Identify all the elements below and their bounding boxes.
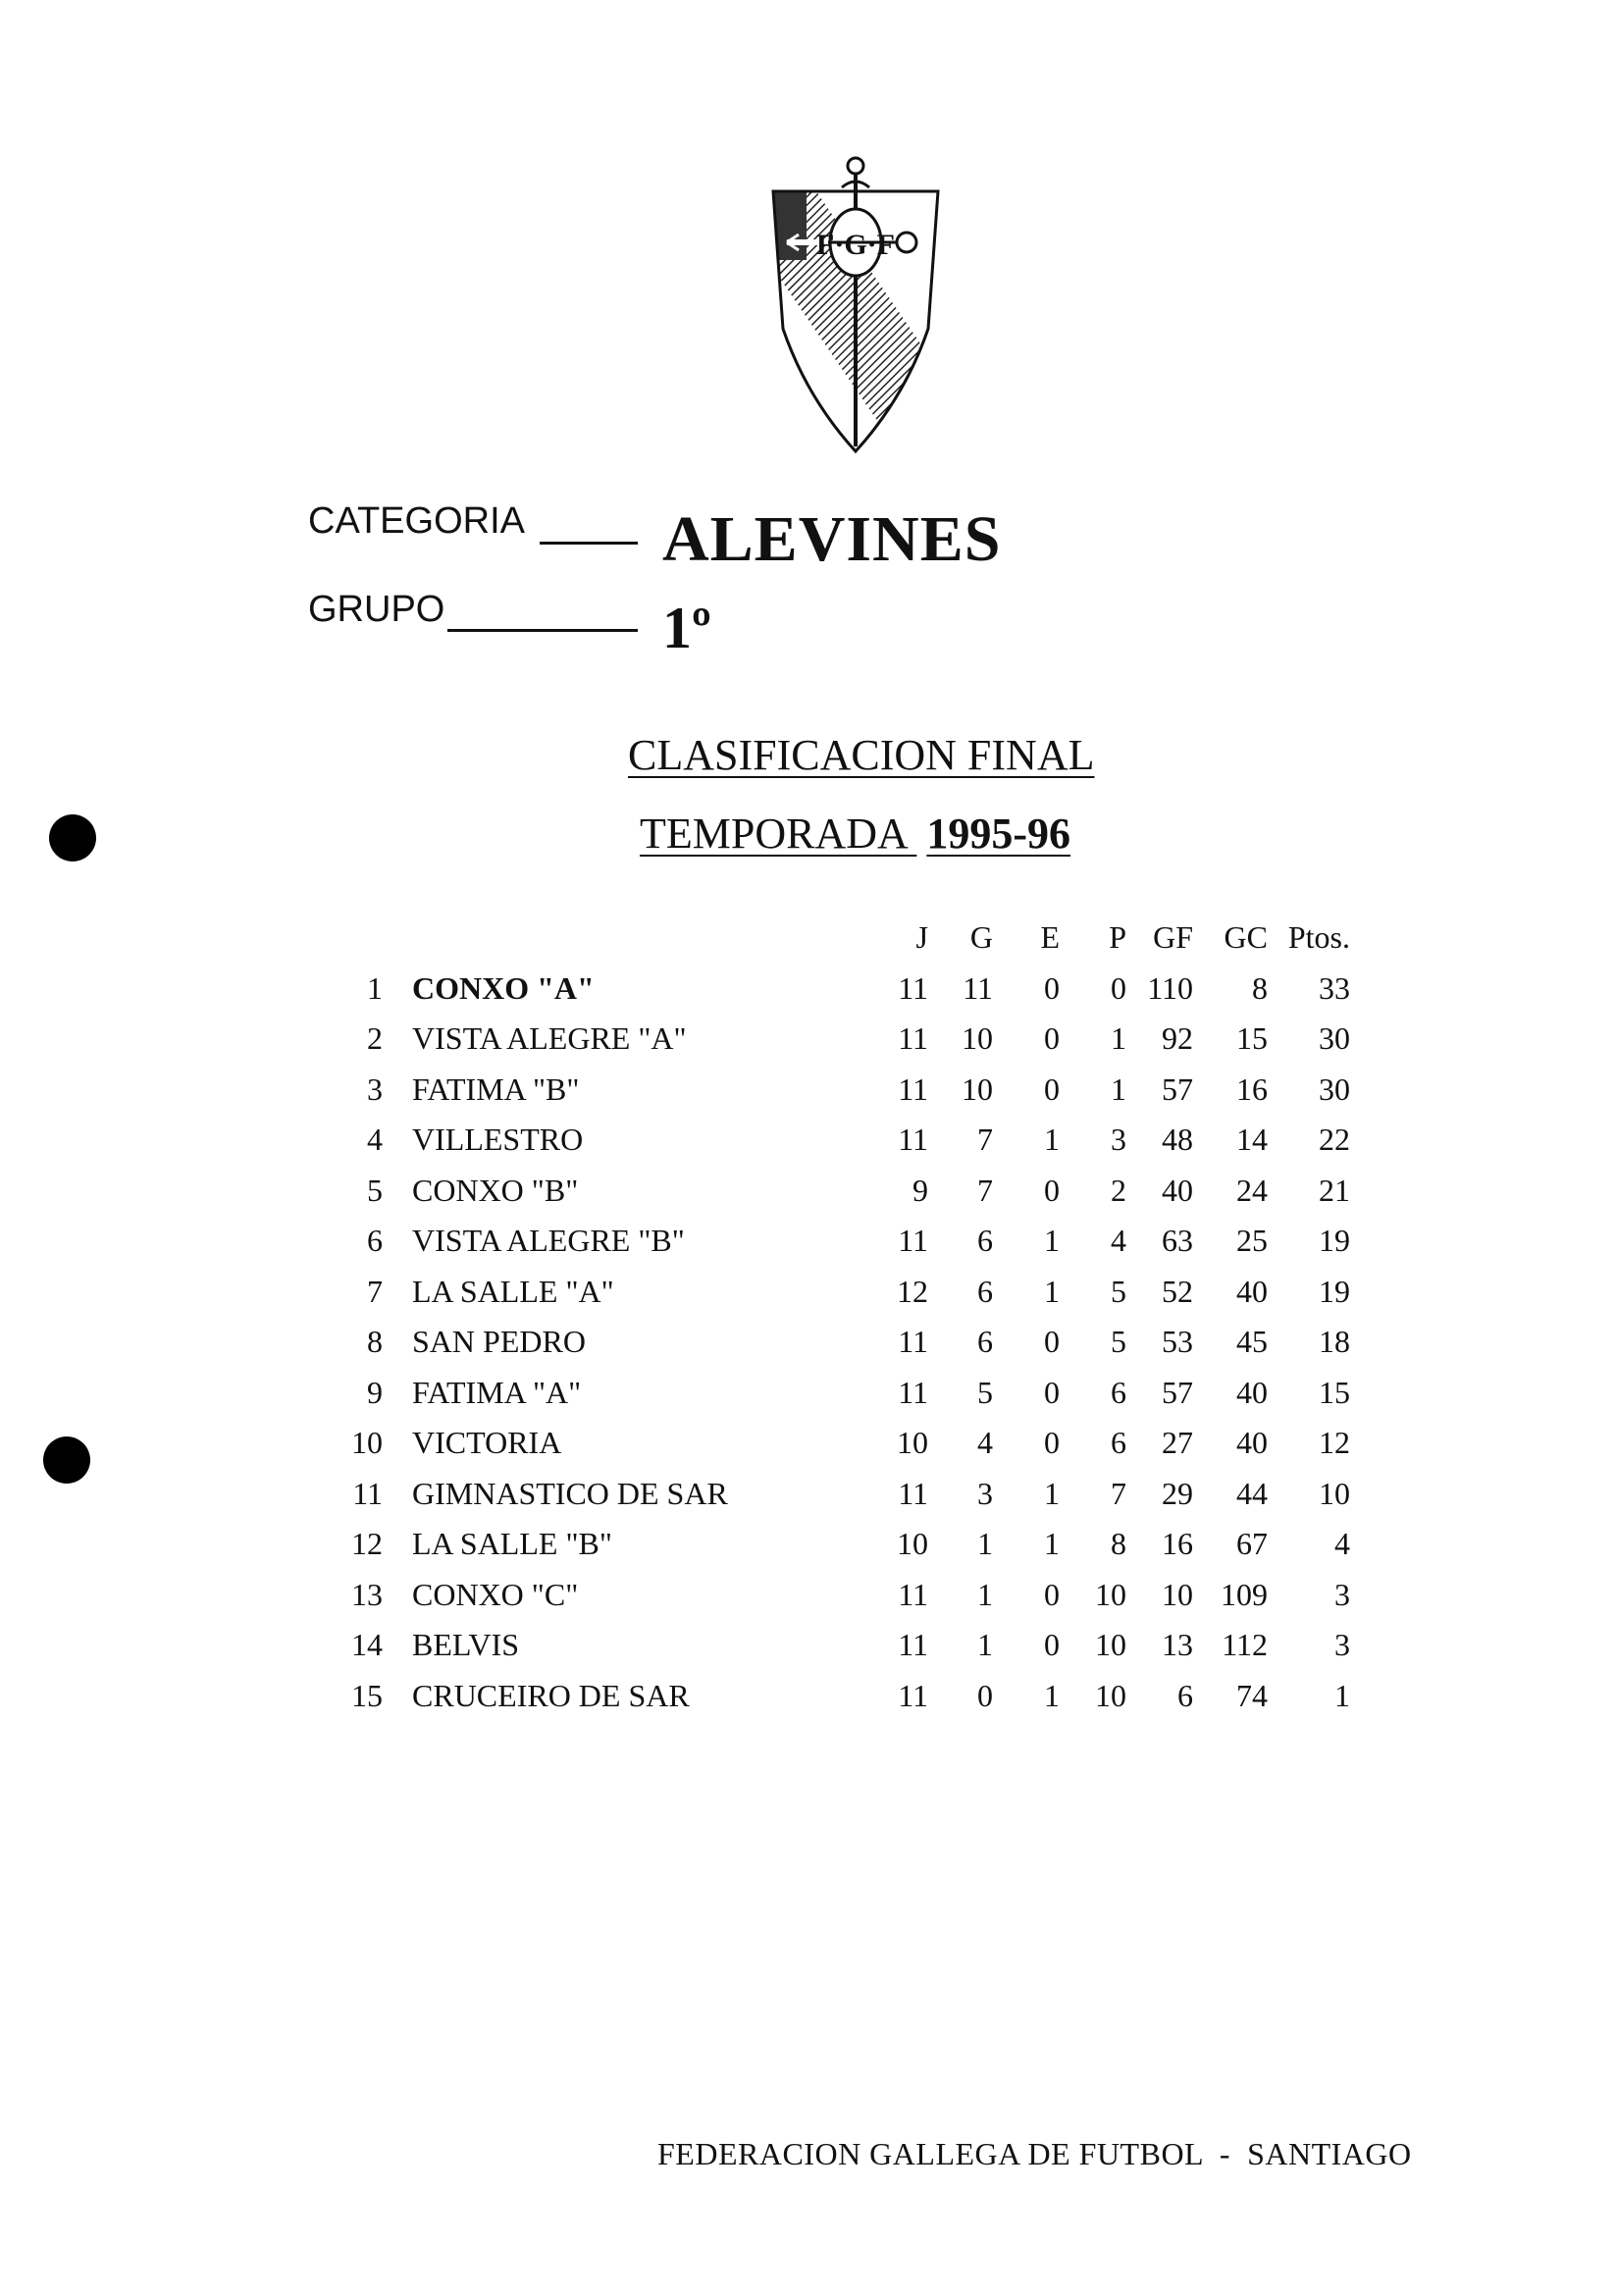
goals-against-cell: 16 [1236,1070,1268,1107]
col-header-p: P [1109,919,1126,956]
grupo-label: GRUPO [308,589,445,630]
position-cell: 9 [367,1374,383,1410]
goals-against-cell: 40 [1236,1425,1268,1461]
position-cell: 10 [351,1425,383,1461]
lost-cell: 0 [1111,969,1126,1006]
played-cell: 11 [898,1122,928,1158]
table-row [324,1317,1350,1368]
goals-for-cell: 27 [1162,1425,1193,1461]
lost-cell: 2 [1111,1172,1126,1208]
played-cell: 11 [898,969,928,1006]
table-row [324,1418,1350,1469]
footer-federation: FEDERACION GALLEGA DE FUTBOL - SANTIAGO [657,2136,1412,2171]
won-cell: 3 [977,1475,993,1511]
points-cell: 12 [1319,1425,1350,1461]
points-cell: 4 [1334,1526,1350,1562]
team-cell: GIMNASTICO DE SAR [412,1475,728,1511]
position-cell: 3 [367,1070,383,1107]
table-row [324,1671,1350,1722]
drawn-cell: 1 [1044,1273,1060,1309]
goals-against-cell: 74 [1236,1677,1268,1713]
goals-against-cell: 45 [1236,1324,1268,1360]
drawn-cell: 1 [1044,1475,1060,1511]
goals-against-cell: 8 [1252,969,1268,1006]
points-cell: 18 [1319,1324,1350,1360]
goals-against-cell: 25 [1236,1223,1268,1259]
position-cell: 14 [351,1627,383,1663]
played-cell: 12 [897,1273,928,1309]
drawn-cell: 0 [1044,1070,1060,1107]
goals-against-cell: 40 [1236,1273,1268,1309]
played-cell: 11 [898,1677,928,1713]
won-cell: 1 [977,1576,993,1612]
drawn-cell: 0 [1044,1324,1060,1360]
temporada-title [640,809,1070,859]
table-row [324,1014,1350,1065]
lost-cell: 7 [1111,1475,1126,1511]
points-cell: 3 [1334,1576,1350,1612]
played-cell: 11 [898,1324,928,1360]
goals-against-cell: 40 [1236,1374,1268,1410]
played-cell: 11 [898,1020,928,1057]
team-cell: VICTORIA [412,1425,562,1461]
col-header-gc: GC [1224,919,1268,956]
lost-cell: 10 [1095,1677,1126,1713]
goals-for-cell: 6 [1177,1677,1193,1713]
standings-body [324,964,1350,1722]
drawn-cell: 0 [1044,1425,1060,1461]
position-cell: 2 [367,1020,383,1057]
position-cell: 11 [352,1475,383,1511]
team-cell: CONXO "C" [412,1576,579,1612]
goals-for-cell: 16 [1162,1526,1193,1562]
col-header-gf: GF [1153,919,1193,956]
lost-cell: 10 [1095,1576,1126,1612]
lost-cell: 4 [1111,1223,1126,1259]
goals-against-cell: 14 [1236,1122,1268,1158]
drawn-cell: 0 [1044,969,1060,1006]
played-cell: 10 [897,1425,928,1461]
played-cell: 11 [898,1576,928,1612]
played-cell: 11 [898,1374,928,1410]
points-cell: 30 [1319,1070,1350,1107]
position-cell: 6 [367,1223,383,1259]
position-cell: 7 [367,1273,383,1309]
drawn-cell: 1 [1044,1677,1060,1713]
table-row [324,1368,1350,1419]
lost-cell: 8 [1111,1526,1126,1562]
lost-cell: 6 [1111,1374,1126,1410]
temporada-label: TEMPORADA [640,809,907,858]
table-row [324,1216,1350,1267]
position-cell: 1 [367,969,383,1006]
won-cell: 6 [977,1324,993,1360]
team-cell: BELVIS [412,1627,520,1663]
team-cell: SAN PEDRO [412,1324,586,1360]
table-row [324,1469,1350,1520]
table-row [324,1620,1350,1671]
goals-for-cell: 29 [1162,1475,1193,1511]
lost-cell: 5 [1111,1273,1126,1309]
lost-cell: 6 [1111,1425,1126,1461]
goals-against-cell: 24 [1236,1172,1268,1208]
won-cell: 6 [977,1223,993,1259]
goals-for-cell: 63 [1162,1223,1193,1259]
temporada-season: 1995-96 [926,809,1071,858]
lost-cell: 1 [1111,1070,1126,1107]
points-cell: 21 [1319,1172,1350,1208]
col-header-e: E [1040,919,1060,956]
federation-crest-logo [767,152,944,456]
table-row [324,964,1350,1015]
drawn-cell: 0 [1044,1172,1060,1208]
position-cell: 4 [367,1122,383,1158]
table-row [324,1166,1350,1217]
goals-against-cell: 15 [1236,1020,1268,1057]
categoria-underline [540,542,638,545]
won-cell: 1 [977,1627,993,1663]
lost-cell: 3 [1111,1122,1126,1158]
table-row [324,1267,1350,1318]
won-cell: 0 [977,1677,993,1713]
table-row [324,1115,1350,1166]
points-cell: 19 [1319,1223,1350,1259]
team-cell: FATIMA "A" [412,1374,582,1410]
goals-for-cell: 92 [1162,1020,1193,1057]
won-cell: 6 [977,1273,993,1309]
drawn-cell: 0 [1044,1627,1060,1663]
won-cell: 4 [977,1425,993,1461]
played-cell: 11 [898,1627,928,1663]
lost-cell: 10 [1095,1627,1126,1663]
won-cell: 7 [977,1122,993,1158]
position-cell: 8 [367,1324,383,1360]
played-cell: 11 [898,1070,928,1107]
position-cell: 15 [351,1677,383,1713]
won-cell: 7 [977,1172,993,1208]
team-cell: CONXO "A" [412,969,595,1006]
categoria-value: ALEVINES [662,503,1002,575]
drawn-cell: 0 [1044,1576,1060,1612]
standings-table [324,913,1350,1721]
drawn-cell: 0 [1044,1374,1060,1410]
goals-for-cell: 110 [1147,969,1193,1006]
position-cell: 13 [351,1576,383,1612]
goals-against-cell: 109 [1221,1576,1268,1612]
played-cell: 10 [897,1526,928,1562]
team-cell: VISTA ALEGRE "A" [412,1020,687,1057]
team-cell: LA SALLE "A" [412,1273,614,1309]
won-cell: 11 [963,969,993,1006]
goals-for-cell: 53 [1162,1324,1193,1360]
team-cell: CRUCEIRO DE SAR [412,1677,690,1713]
goals-against-cell: 44 [1236,1475,1268,1511]
won-cell: 10 [962,1020,993,1057]
table-header-row [324,913,1350,964]
won-cell: 1 [977,1526,993,1562]
team-cell: LA SALLE "B" [412,1526,612,1562]
punch-hole-top [49,814,96,861]
goals-for-cell: 10 [1162,1576,1193,1612]
col-header-j: J [915,919,928,956]
grupo-value: 1º [662,596,711,660]
categoria-label: CATEGORIA [308,500,525,542]
goals-for-cell: 57 [1162,1070,1193,1107]
played-cell: 11 [898,1223,928,1259]
points-cell: 15 [1319,1374,1350,1410]
drawn-cell: 1 [1044,1223,1060,1259]
won-cell: 10 [962,1070,993,1107]
played-cell: 11 [898,1475,928,1511]
points-cell: 1 [1334,1677,1350,1713]
lost-cell: 1 [1111,1020,1126,1057]
drawn-cell: 1 [1044,1526,1060,1562]
goals-against-cell: 67 [1236,1526,1268,1562]
team-cell: VILLESTRO [412,1122,584,1158]
svg-text:F·G·F: F·G·F [816,229,895,261]
punch-hole-bottom [43,1436,90,1484]
points-cell: 30 [1319,1020,1350,1057]
goals-for-cell: 52 [1162,1273,1193,1309]
won-cell: 5 [977,1374,993,1410]
table-row [324,1519,1350,1570]
position-cell: 12 [351,1526,383,1562]
played-cell: 9 [912,1172,928,1208]
table-row [324,1570,1350,1621]
table-row [324,1065,1350,1116]
points-cell: 33 [1319,969,1350,1006]
lost-cell: 5 [1111,1324,1126,1360]
drawn-cell: 0 [1044,1020,1060,1057]
goals-for-cell: 40 [1162,1172,1193,1208]
col-header-pts: Ptos. [1287,919,1350,956]
team-cell: FATIMA "B" [412,1070,580,1107]
clasificacion-title: CLASIFICACION FINAL [628,731,1095,779]
goals-for-cell: 13 [1162,1627,1193,1663]
goals-for-cell: 57 [1162,1374,1193,1410]
team-cell: CONXO "B" [412,1172,579,1208]
points-cell: 10 [1319,1475,1350,1511]
points-cell: 3 [1334,1627,1350,1663]
grupo-underline [447,629,638,632]
points-cell: 19 [1319,1273,1350,1309]
drawn-cell: 1 [1044,1122,1060,1158]
team-cell: VISTA ALEGRE "B" [412,1223,685,1259]
position-cell: 5 [367,1172,383,1208]
goals-for-cell: 48 [1162,1122,1193,1158]
points-cell: 22 [1319,1122,1350,1158]
goals-against-cell: 112 [1222,1627,1268,1663]
col-header-g: G [969,919,993,956]
